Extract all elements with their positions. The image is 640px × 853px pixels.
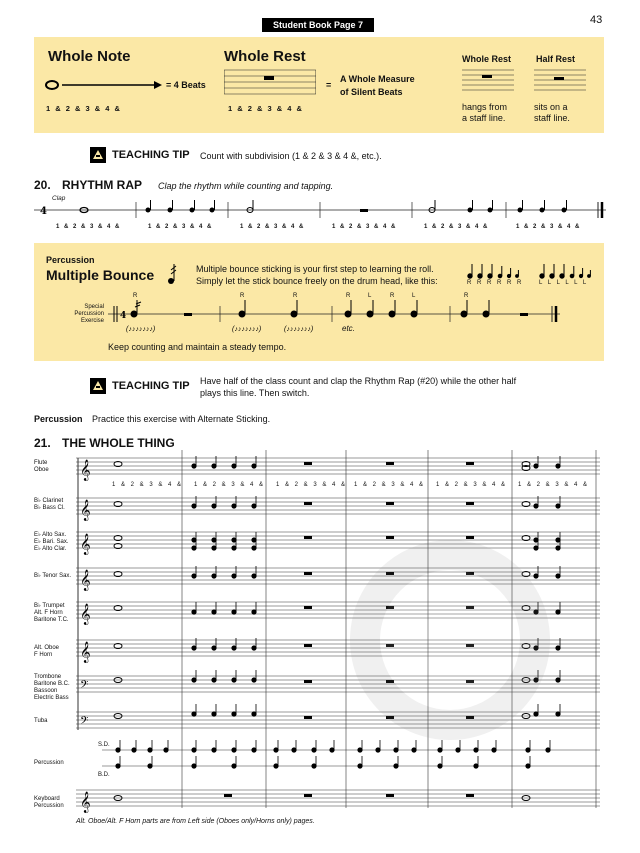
whole-rest-staff	[224, 68, 316, 100]
bd-label: B.D.	[98, 772, 110, 778]
ex21-count-2: 1 & 2 & 3 & 4 &	[194, 482, 264, 488]
whole-rest-small-title: Whole Rest	[462, 54, 512, 64]
inst-tenor-sax: B♭ Tenor Sax.	[34, 573, 72, 579]
clap-label: Clap	[52, 195, 66, 202]
inst-clarinet: B♭ Clarinet	[34, 498, 64, 504]
inst-electric-bass: Electric Bass	[34, 695, 69, 701]
special-sticking-r-5: R	[390, 293, 395, 299]
whole-rest-count: 1 & 2 & 3 & 4 &	[228, 104, 302, 113]
whole-rest-small-line-1: hangs from	[462, 102, 508, 112]
ex20-count-4: 1 & 2 & 3 & 4 &	[332, 224, 396, 230]
exercise-21-title: THE WHOLE THING	[62, 436, 175, 450]
half-rest-small-icon	[554, 77, 564, 80]
special-label-2: Percussion	[74, 311, 104, 317]
whole-note-count: 1 & 2 & 3 & 4 &	[46, 104, 120, 113]
special-sticking-r-1: R	[133, 293, 138, 299]
percussion-note-label: Percussion	[34, 414, 83, 424]
score-footer: Alt. Oboe/Alt. F Horn parts are from Left side (Oboes only/Horns only) pages.	[76, 818, 315, 825]
teaching-tip-icon	[90, 378, 106, 394]
inst-bassoon: Bassoon	[34, 688, 58, 694]
half-rest-small-line-2: staff line.	[534, 113, 570, 123]
teaching-tip-2-text-2: plays this line. Then switch.	[200, 388, 310, 398]
whole-note-icon	[46, 81, 58, 89]
ex20-count-2: 1 & 2 & 3 & 4 &	[148, 224, 212, 230]
ex21-count-5: 1 & 2 & 3 & 4 &	[436, 482, 506, 488]
treble-clef-icon: 𝄞	[80, 604, 91, 625]
exercise-20-number: 20.	[34, 178, 51, 192]
special-sticking-l-2: L	[412, 293, 416, 299]
sticking-l: L L L L L L	[539, 280, 587, 286]
exercise-20-instruction: Clap the rhythm while counting and tapping.	[158, 181, 334, 191]
treble-clef-icon: 𝄞	[80, 534, 91, 555]
treble-clef-icon: 𝄞	[80, 570, 91, 591]
special-sticking-l-1: L	[368, 293, 372, 299]
ex21-count-1: 1 & 2 & 3 & 4 &	[112, 482, 182, 488]
teaching-tip-icon	[90, 147, 106, 163]
whole-rest-small-icon	[482, 75, 492, 78]
inst-bass-cl: B♭ Bass Cl.	[34, 505, 65, 511]
inst-keyboard-perc: Percussion	[34, 803, 64, 809]
special-sticking-r-4: R	[346, 293, 351, 299]
treble-clef-icon: 𝄞	[80, 642, 91, 663]
watermark-logo	[350, 540, 550, 740]
whole-rest-equals: =	[326, 80, 332, 90]
inst-tuba: Tuba	[34, 718, 48, 724]
inst-flute: Flute	[34, 460, 48, 466]
multiple-bounce-title: Multiple Bounce	[46, 267, 155, 283]
special-label-3: Exercise	[80, 318, 104, 324]
ex21-count-6: 1 & 2 & 3 & 4 &	[518, 482, 588, 488]
ex21-count-3: 1 & 2 & 3 & 4 &	[276, 482, 346, 488]
whole-rest-small-line-2: a staff line.	[462, 113, 506, 123]
svg-text:4: 4	[120, 311, 127, 321]
common-time-icon: 4	[40, 206, 47, 217]
keep-counting-text: Keep counting and maintain a steady tempo.	[108, 342, 287, 352]
inst-bari-sax: E♭ Bari. Sax.	[34, 539, 69, 545]
special-sticking-r-2: R	[240, 293, 245, 299]
teaching-tip-1-label: TEACHING TIP	[112, 149, 190, 161]
teaching-tip-1-text: Count with subdivision (1 & 2 & 3 & 4 &, etc.).	[200, 151, 382, 161]
special-percussion-staff	[108, 296, 560, 336]
inst-alt-oboe: Alt. Oboe	[34, 645, 60, 651]
treble-clef-icon: 𝄞	[80, 460, 91, 481]
whole-note-title: Whole Note	[48, 48, 131, 65]
special-sticking-r-3: R	[293, 293, 298, 299]
teaching-tip-2-text-1: Have half of the class count and clap the Rhythm Rap (#20) while the other half	[200, 376, 517, 386]
teaching-tip-2-label: TEACHING TIP	[112, 380, 190, 392]
half-rest-small-line-1: sits on a	[534, 102, 568, 112]
whole-rest-desc-1: A Whole Measure	[340, 74, 415, 84]
box2-text-2: Simply let the stick bounce freely on the drum head, like this:	[196, 276, 438, 286]
ex20-count-5: 1 & 2 & 3 & 4 &	[424, 224, 488, 230]
bounce-sticking-notes	[466, 262, 606, 280]
whole-note-arrow-graphic	[44, 76, 164, 94]
exercise-21-number: 21.	[34, 436, 51, 450]
exercise-20-title: RHYTHM RAP	[62, 178, 142, 192]
svg-text:(♪♪♪♪♪♪♪): (♪♪♪♪♪♪♪)	[126, 326, 156, 333]
inst-alto-clar: E♭ Alto Clar.	[34, 546, 67, 552]
ex20-count-6: 1 & 2 & 3 & 4 &	[516, 224, 580, 230]
percussion-note-text: Practice this exercise with Alternate Sticking.	[92, 414, 271, 424]
whole-rest-desc-2: of Silent Beats	[340, 87, 403, 97]
ex21-count-4: 1 & 2 & 3 & 4 &	[354, 482, 424, 488]
half-rest-small-staff	[534, 68, 586, 96]
inst-oboe: Oboe	[34, 467, 49, 473]
svg-text:(♪♪♪♪♪♪♪): (♪♪♪♪♪♪♪)	[284, 326, 314, 333]
half-rest-small-title: Half Rest	[536, 54, 576, 64]
inst-keyboard: Keyboard	[34, 796, 60, 802]
bass-clef-icon: 𝄢	[80, 715, 89, 730]
special-sticking-r-6: R	[464, 293, 469, 299]
box2-text-1: Multiple bounce sticking is your first step to learning the roll.	[196, 264, 434, 274]
student-book-label: Student Book Page 7	[262, 18, 374, 32]
box2-percussion: Percussion	[46, 255, 95, 265]
inst-f-horn: F Horn	[34, 652, 53, 658]
sticking-r: R R R R R R	[467, 280, 522, 286]
page-number: 43	[590, 14, 603, 26]
svg-text:(♪♪♪♪♪♪♪): (♪♪♪♪♪♪♪)	[232, 326, 262, 333]
whole-note-equals: = 4 Beats	[166, 80, 206, 90]
inst-baritone-bc: Baritone B.C.	[34, 681, 70, 687]
multiple-bounce-note-icon	[166, 262, 184, 286]
inst-baritone-tc: Baritone T.C.	[34, 617, 69, 623]
etc-label: etc.	[342, 324, 355, 333]
ex20-count-3: 1 & 2 & 3 & 4 &	[240, 224, 304, 230]
rhythm-rap-staff	[34, 200, 606, 220]
inst-alt-f-horn: Alt. F Horn	[34, 610, 63, 616]
arrow-icon	[154, 81, 162, 89]
treble-clef-icon: 𝄞	[80, 500, 91, 521]
whole-rest-title: Whole Rest	[224, 48, 306, 65]
special-label-1: Special	[84, 304, 104, 310]
ex20-count-1: 1 & 2 & 3 & 4 &	[56, 224, 120, 230]
inst-trumpet: B♭ Trumpet	[34, 603, 65, 609]
sd-label: S.D.	[98, 742, 110, 748]
treble-clef-icon: 𝄞	[80, 792, 91, 813]
inst-alto-sax: E♭ Alto Sax.	[34, 532, 67, 538]
whole-rest-small-staff	[462, 68, 514, 96]
bass-clef-icon: 𝄢	[80, 679, 89, 694]
score-system	[76, 450, 604, 816]
inst-trombone: Trombone	[34, 674, 62, 680]
whole-rest-icon	[264, 76, 274, 80]
inst-percussion: Percussion	[34, 760, 64, 766]
